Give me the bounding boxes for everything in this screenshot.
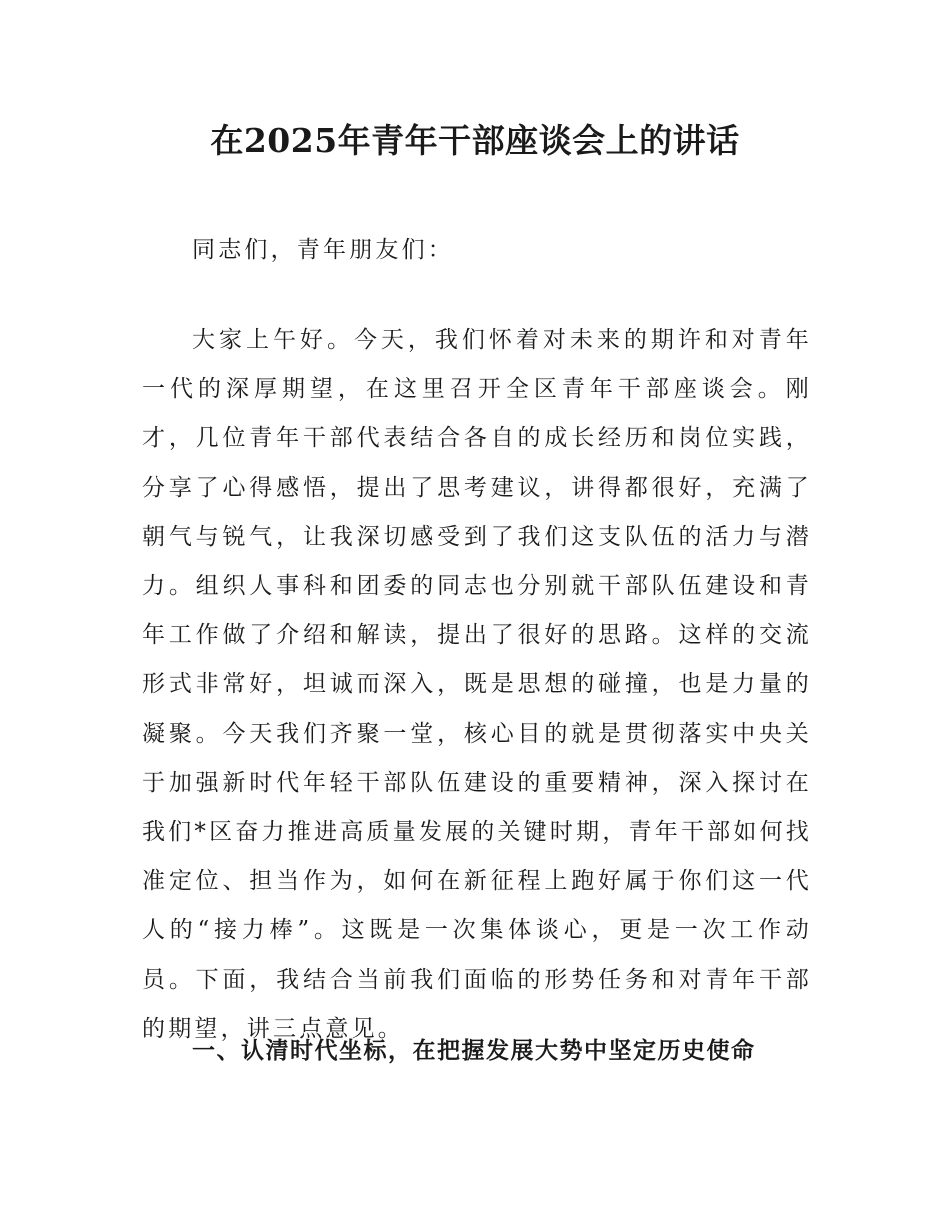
section-heading-1: 一、认清时代坐标，在把握发展大势中坚定历史使命 — [192, 1037, 756, 1064]
salutation: 同志们，青年朋友们： — [192, 237, 454, 263]
document-title: 在2025年青年干部座谈会上的讲话 — [210, 121, 740, 160]
opening-paragraph: 大家上午好。今天，我们怀着对未来的期许和对青年一代的深厚期望，在这里召开全区青年干部座谈会。刚才，几位青年干部代表结合各自的成长经历和岗位实践，分享了心得感悟，提出了思考建议，讲得都很好，充满了朝气与锐气，让我深切感受到了我们这支队伍的活力与潜力。组织人事科和团委的同志也分别就干部队伍建设和青年工作做了介绍和解读，提出了很好的思路。这样的交流形式非常好，坦诚而深入，既是思想的碰撞，也是力量的凝聚。今天我们齐聚一堂，核心目的就是贯彻落实中央关于加强新时代年轻干部队伍建设的重要精神，深入探讨在我们*区奋力推进高质量发展的关键时期，青年干部如何找准定位、担当作为，如何在新征程上跑好属于你们这一代人的“接力棒”。这既是一次集体谈心，更是一次工作动员。下面，我结合当前我们面临的形势任务和对青年干部的期望，讲三点意见。 — [142, 327, 812, 1042]
